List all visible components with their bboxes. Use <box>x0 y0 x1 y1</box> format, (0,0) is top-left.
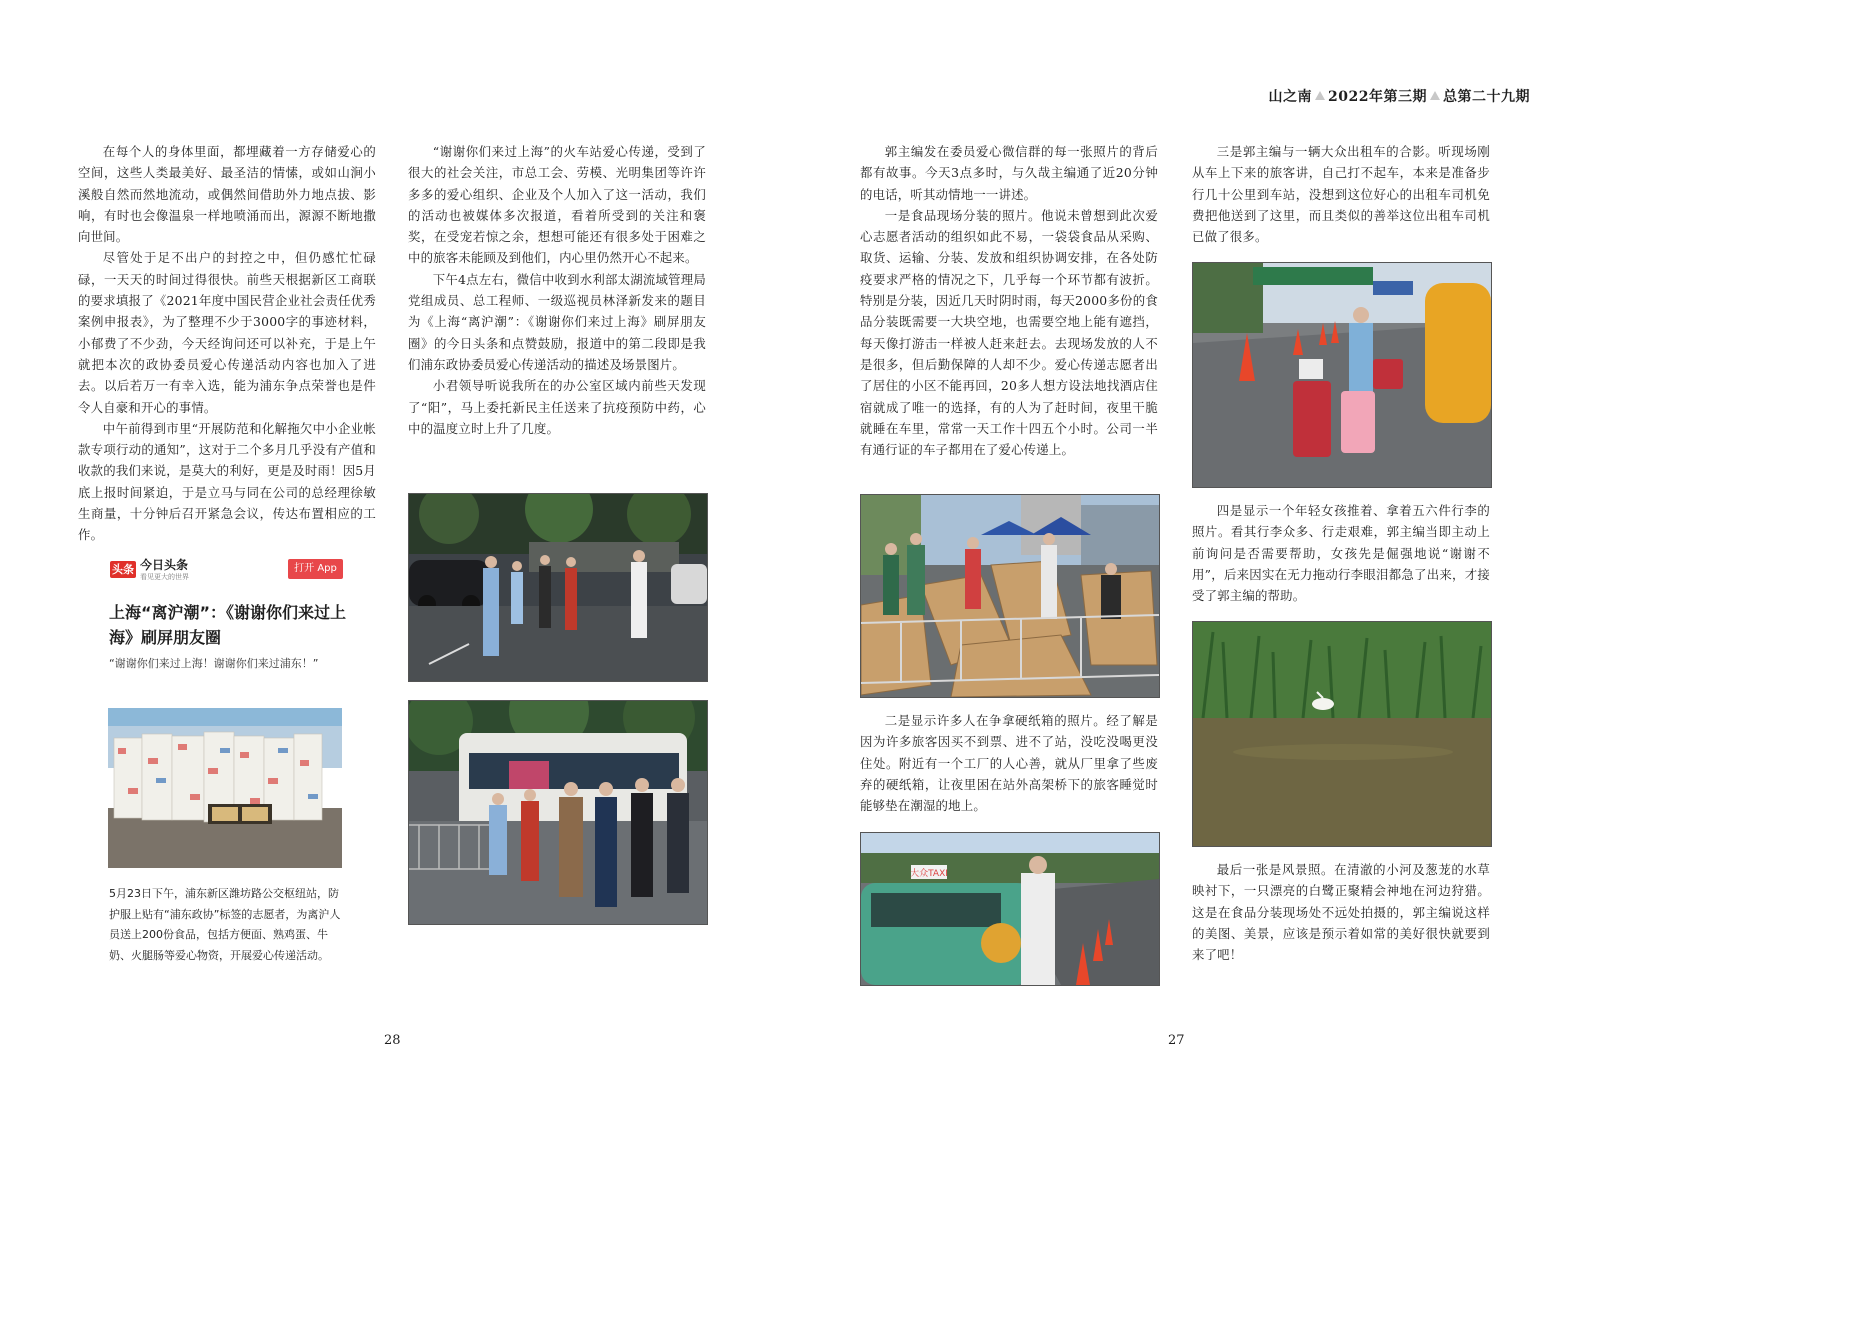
right-page-column-1-top <box>860 141 1158 460</box>
right-page-column-1-bottom <box>860 710 1158 816</box>
article-quote: “谢谢你们来过上海！谢谢你们来过浦东！” <box>109 657 319 670</box>
food-supplies-photo <box>108 708 342 868</box>
paragraph: 小君领导听说我所在的办公室区域内前些天发现了“阳”，马上委托新民主任送来了抗疫预防中药，心中的温度立时上升了几度。 <box>408 378 706 436</box>
paragraph: 二是显示许多人在争拿硬纸箱的照片。经了解是因为许多旅客因买不到票、进不了站，没吃没喝更没住处。附近有一个工厂的人心善，就从厂里拿了些废弃的硬纸箱，让夜里困在站外高架桥下的旅客睡觉时能够垫在潮湿的地上。 <box>860 713 1158 814</box>
paragraph: 下午4点左右，微信中收到水利部太湖流域管理局党组成员、总工程师、一级巡视员林泽新发来的题目为《上海“离沪潮”：《谢谢你们来过上海》刷屏朋友圈》的今日头条和点赞鼓励，报道中的第二段即是我们浦东政协委员爱心传递活动的描述及场景图片。 <box>408 271 706 372</box>
paragraph: 三是郭主编与一辆大众出租车的合影。听现场刚从车上下来的旅客讲，自己打不起车，本来是准备步行几十公里到车站，没想到这位好心的出租车司机免费把他送到了这里，而且类似的善举这位出租车司机已做了很多。 <box>1192 144 1490 245</box>
paragraph: 在每个人的身体里面，都埋藏着一方存储爱心的空间，这些人类最美好、最圣洁的情愫，或如山涧小溪般自然而然地流动，或偶然间借助外力地点拔、影响，有时也会像温泉一样地喷涌而出，源源不断地撒向世间。 <box>78 144 376 245</box>
right-page-column-2-middle <box>1192 500 1490 606</box>
paragraph: “谢谢你们来过上海”的火车站爱心传递，受到了很大的社会关注，市总工会、劳模、光明集团等许许多多的爱心组织、企业及个人加入了这一活动，我们的活动也被媒体多次报道，看着所受到的关注和褒奖，在受宠若惊之余，想想可能还有很多处于困难之中的旅客未能顾及到他们，内心里仍然开心不起来。 <box>408 144 706 266</box>
running-header <box>1269 86 1530 106</box>
paragraph: 郭主编发在委员爱心微信群的每一张照片的背后都有故事。今天3点多时，与久哉主编通了近20分钟的电话，听其动情地一一讲述。 <box>860 144 1158 202</box>
girl-luggage-photo <box>1192 262 1492 488</box>
right-page-column-2-top <box>1192 141 1490 247</box>
left-page-column-2 <box>408 141 706 439</box>
total-issue-label: 总第二十九期 <box>1443 89 1530 105</box>
triangle-separator-icon <box>1315 91 1325 100</box>
article-photo-caption: 5月23日下午，浦东新区潍坊路公交枢纽站，防护服上贴有“浦东政协”标签的志愿者，为离沪人员送上200份食品，包括方便面、熟鸡蛋、牛奶、火腿肠等爱心物资，开展爱心传递活动。 <box>109 887 341 962</box>
cardboard-crowd-photo <box>860 494 1160 698</box>
volunteers-night-photo <box>408 493 708 682</box>
volunteers-bus-photo <box>408 700 708 925</box>
page-number-right: 27 <box>1168 1033 1185 1048</box>
open-app-button[interactable]: 打开 App <box>288 559 343 579</box>
triangle-separator-icon <box>1430 91 1440 100</box>
issue-label: 2022年第三期 <box>1328 89 1427 105</box>
left-page-column-1 <box>78 141 376 546</box>
paragraph: 四是显示一个年轻女孩推着、拿着五六件行李的照片。看其行李众多、行走艰难，郭主编当即主动上前询问是否需要帮助，女孩先是倔强地说“谢谢不用”，后来因实在无力拖动行李眼泪都急了出来，才接受了郭主编的帮助。 <box>1192 503 1490 604</box>
article-title: 上海“离沪潮”：《谢谢你们来过上海》刷屏朋友圈 <box>109 603 347 647</box>
taxi-roof-sign: 大众TAXI <box>910 869 948 879</box>
magazine-name: 山之南 <box>1268 89 1313 105</box>
page-number-left: 28 <box>384 1033 401 1048</box>
toutiao-app-name: 今日头条 <box>140 558 189 572</box>
toutiao-slogan: 看见更大的世界 <box>140 573 189 581</box>
egret-landscape-photo <box>1192 621 1492 847</box>
taxi-photo <box>860 832 1160 986</box>
paragraph: 最后一张是风景照。在清澈的小河及葱茏的水草映衬下，一只漂亮的白鹭正聚精会神地在河边狩猎。这是在食品分装现场处不远处拍摄的，郭主编说这样的美图、美景，应该是预示着如常的美好很快就要到来了吧！ <box>1192 862 1490 963</box>
toutiao-article-card <box>100 550 358 990</box>
paragraph: 中午前得到市里“开展防范和化解拖欠中小企业帐款专项行动的通知”，这对于二个多月几乎没有产值和收款的我们来说，是莫大的利好，更是及时雨！因5月底上报时间紧迫，于是立马与同在公司的总经理徐敏生商量，十分钟后召开紧急会议，传达布置相应的工作。 <box>78 420 376 543</box>
paragraph: 尽管处于足不出户的封控之中，但仍感忙忙碌碌，一天天的时间过得很快。前些天根据新区工商联的要求填报了《2021年度中国民营企业社会责任优秀案例申报表》，为了整理不少于3000字的事迹材料，小郁费了不少劲，今天经询问还可以补充，于是上午就把本次的政协委员爱心传递活动内容也加入了进去。以后若万一有幸入选，能为浦东争点荣誉也是件令人自豪和开心的事情。 <box>78 250 376 415</box>
paragraph: 一是食品现场分装的照片。他说未曾想到此次爱心志愿者活动的组织如此不易，一袋袋食品从采购、取货、运输、分装、发放和组织协调安排，在各处防疫要求严格的情况之下，几乎每一个环节都有波折。特别是分装，因近几天时阴时雨，每天2000多份的食品分装既需要一大块空地，也需要空地上能有遮挡，每天像打游击一样被人赶来赶去。去现场发放的人不是很多，但后勤保障的人却不少。爱心传递志愿者出了居住的小区不能再回，20多人想方设法地找酒店住宿就成了唯一的选择，有的人为了赶时间，夜里干脆就睡在车里，常常一天工作十四五个小时。公司一半有通行证的车子都用在了爱心传递上。 <box>860 207 1158 458</box>
toutiao-logo-icon: 头条 <box>112 563 134 576</box>
right-page-column-2-bottom <box>1192 859 1490 965</box>
